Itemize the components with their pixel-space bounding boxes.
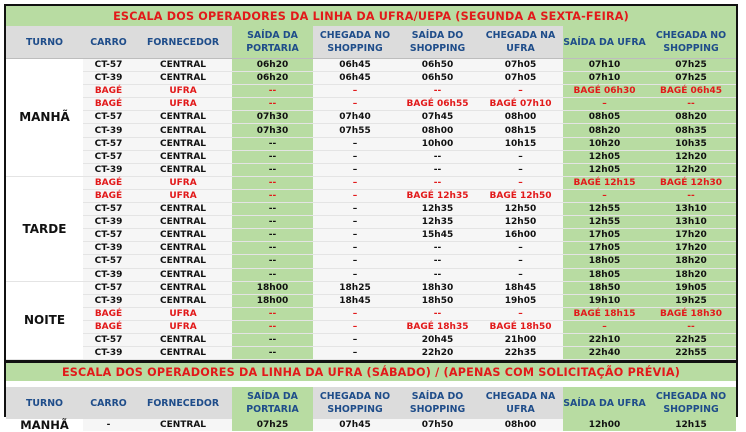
schedule-row xyxy=(6,124,736,137)
schedule-row xyxy=(6,347,736,360)
time-cell: – xyxy=(313,137,397,150)
schedule-row xyxy=(6,255,736,268)
time-cell: BAGÉ 06h55 xyxy=(397,98,478,111)
carro-cell: CT-39 xyxy=(83,124,134,137)
time-cell: BAGÉ 06h45 xyxy=(646,85,736,98)
carro-cell: BAGÉ xyxy=(83,176,134,189)
time-cell: 07h45 xyxy=(397,111,478,124)
time-cell: BAGÉ 12h30 xyxy=(646,176,736,189)
carro-cell: BAGÉ xyxy=(83,307,134,320)
fornecedor-cell: UFRA xyxy=(134,320,232,333)
time-cell: -- xyxy=(397,163,478,176)
time-cell: 12h35 xyxy=(397,203,478,216)
fornecedor-cell: CENTRAL xyxy=(134,72,232,85)
time-cell: 12h05 xyxy=(563,163,646,176)
carro-cell: CT-57 xyxy=(83,137,134,150)
time-cell: 08h20 xyxy=(563,124,646,137)
weekday-title: ESCALA DOS OPERADORES DA LINHA DA UFRA/UEPA (SEGUNDA A SEXTA-FEIRA) xyxy=(6,6,736,26)
time-cell: – xyxy=(313,320,397,333)
schedule-row xyxy=(6,320,736,333)
time-cell: 08h00 xyxy=(397,124,478,137)
time-cell: BAGÉ 12h50 xyxy=(478,189,563,202)
time-cell: 07h25 xyxy=(646,59,736,72)
time-cell: 12h20 xyxy=(646,150,736,163)
time-cell: -- xyxy=(397,176,478,189)
time-cell: BAGÉ 18h50 xyxy=(478,320,563,333)
fornecedor-cell: UFRA xyxy=(134,189,232,202)
time-cell: BAGÉ 18h30 xyxy=(646,307,736,320)
fornecedor-cell: CENTRAL xyxy=(134,203,232,216)
time-cell: – xyxy=(478,163,563,176)
time-cell: -- xyxy=(232,347,313,360)
fornecedor-cell: CENTRAL xyxy=(134,347,232,360)
time-cell: 19h10 xyxy=(563,294,646,307)
carro-cell: CT-57 xyxy=(83,255,134,268)
time-cell: 17h20 xyxy=(646,242,736,255)
header-chegada-ufra: CHEGADA NA UFRA xyxy=(478,26,563,59)
time-cell: – xyxy=(313,333,397,346)
schedule-row xyxy=(6,242,736,255)
time-cell: – xyxy=(313,307,397,320)
time-cell: -- xyxy=(232,320,313,333)
time-cell: 18h45 xyxy=(478,281,563,294)
time-cell: BAGÉ 06h30 xyxy=(563,85,646,98)
carro-cell: CT-39 xyxy=(83,347,134,360)
time-cell: 07h40 xyxy=(313,111,397,124)
time-cell: – xyxy=(313,255,397,268)
fornecedor-cell: CENTRAL xyxy=(134,150,232,163)
time-cell: -- xyxy=(232,176,313,189)
time-cell: 07h30 xyxy=(232,124,313,137)
turno-cell: NOITE xyxy=(6,281,83,360)
schedule-row xyxy=(6,294,736,307)
schedule-row xyxy=(6,307,736,320)
time-cell: 19h25 xyxy=(646,294,736,307)
saturday-title: ESCALA DOS OPERADORES DA LINHA DA UFRA (SÁBADO) / (APENAS COM SOLICITAÇÃO PRÉVIA) xyxy=(6,363,736,381)
schedule-row xyxy=(6,176,736,189)
time-cell: 15h45 xyxy=(397,229,478,242)
time-cell: 22h40 xyxy=(563,347,646,360)
time-cell: 18h45 xyxy=(313,294,397,307)
time-cell: 06h50 xyxy=(397,72,478,85)
time-cell: 10h15 xyxy=(478,137,563,150)
time-cell: – xyxy=(313,176,397,189)
time-cell: – xyxy=(313,268,397,281)
time-cell: 18h20 xyxy=(646,268,736,281)
time-cell: – xyxy=(313,189,397,202)
time-cell: 06h50 xyxy=(397,59,478,72)
time-cell: 22h35 xyxy=(478,347,563,360)
schedule-row xyxy=(6,203,736,216)
fornecedor-cell: CENTRAL xyxy=(134,124,232,137)
fornecedor-cell: CENTRAL xyxy=(134,333,232,346)
time-cell: 07h50 xyxy=(397,419,478,431)
time-cell: – xyxy=(313,229,397,242)
fornecedor-cell: CENTRAL xyxy=(134,419,232,431)
carro-cell: CT-57 xyxy=(83,59,134,72)
time-cell: 08h35 xyxy=(646,124,736,137)
time-cell: 18h25 xyxy=(313,281,397,294)
time-cell: 20h45 xyxy=(397,333,478,346)
schedule-row xyxy=(6,111,736,124)
header-chegada-shopping: CHEGADA NO SHOPPING xyxy=(313,26,397,59)
time-cell: -- xyxy=(397,255,478,268)
weekday-schedule-table xyxy=(6,6,736,360)
time-cell: 06h20 xyxy=(232,59,313,72)
schedule-row xyxy=(6,216,736,229)
time-cell: 12h55 xyxy=(563,216,646,229)
header-saida-shopping: SAÍDA DO SHOPPING xyxy=(397,387,478,419)
header-chegada-shopping: CHEGADA NO SHOPPING xyxy=(313,387,397,419)
time-cell: -- xyxy=(232,85,313,98)
time-cell: 22h10 xyxy=(563,333,646,346)
time-cell: 19h05 xyxy=(646,281,736,294)
time-cell: – xyxy=(313,85,397,98)
fornecedor-cell: CENTRAL xyxy=(134,242,232,255)
schedule-row xyxy=(6,281,736,294)
time-cell: 12h50 xyxy=(478,203,563,216)
saturday-header-row xyxy=(6,387,736,419)
time-cell: -- xyxy=(397,242,478,255)
schedule-row xyxy=(6,137,736,150)
time-cell: – xyxy=(313,347,397,360)
header-saida-ufra: SAÍDA DA UFRA xyxy=(563,387,646,419)
fornecedor-cell: CENTRAL xyxy=(134,294,232,307)
turno-cell: MANHÃ xyxy=(6,59,83,177)
carro-cell: CT-39 xyxy=(83,294,134,307)
time-cell: – xyxy=(478,242,563,255)
time-cell: – xyxy=(478,255,563,268)
time-cell: – xyxy=(313,150,397,163)
header-carro: CARRO xyxy=(83,387,134,419)
time-cell: 07h10 xyxy=(563,59,646,72)
saturday-schedule-table xyxy=(6,360,736,431)
schedule-row xyxy=(6,98,736,111)
time-cell: – xyxy=(478,150,563,163)
carro-cell: CT-57 xyxy=(83,281,134,294)
time-cell: 12h50 xyxy=(478,216,563,229)
time-cell: 06h45 xyxy=(313,72,397,85)
fornecedor-cell: UFRA xyxy=(134,176,232,189)
header-saida-portaria: SAÍDA DA PORTARIA xyxy=(232,387,313,419)
time-cell: -- xyxy=(232,268,313,281)
header-turno: TURNO xyxy=(6,387,83,419)
time-cell: 22h55 xyxy=(646,347,736,360)
time-cell: 13h10 xyxy=(646,203,736,216)
time-cell: 07h05 xyxy=(478,59,563,72)
time-cell: 19h05 xyxy=(478,294,563,307)
header-fornecedor: FORNECEDOR xyxy=(134,387,232,419)
header-carro: CARRO xyxy=(83,26,134,59)
fornecedor-cell: CENTRAL xyxy=(134,229,232,242)
schedule-row xyxy=(6,163,736,176)
time-cell: 08h00 xyxy=(478,111,563,124)
carro-cell: CT-57 xyxy=(83,333,134,346)
schedule-row xyxy=(6,150,736,163)
carro-cell: BAGÉ xyxy=(83,98,134,111)
time-cell: BAGÉ 12h35 xyxy=(397,189,478,202)
time-cell: 18h00 xyxy=(232,294,313,307)
time-cell: -- xyxy=(232,255,313,268)
time-cell: 10h00 xyxy=(397,137,478,150)
time-cell: – xyxy=(313,98,397,111)
time-cell: -- xyxy=(232,333,313,346)
schedule-row xyxy=(6,268,736,281)
time-cell: -- xyxy=(397,307,478,320)
time-cell: -- xyxy=(646,320,736,333)
time-cell: BAGÉ 12h15 xyxy=(563,176,646,189)
fornecedor-cell: CENTRAL xyxy=(134,111,232,124)
time-cell: 18h05 xyxy=(563,255,646,268)
time-cell: – xyxy=(313,216,397,229)
carro-cell: CT-57 xyxy=(83,150,134,163)
time-cell: 16h00 xyxy=(478,229,563,242)
fornecedor-cell: CENTRAL xyxy=(134,268,232,281)
carro-cell: CT-39 xyxy=(83,216,134,229)
time-cell: -- xyxy=(397,268,478,281)
time-cell: 21h00 xyxy=(478,333,563,346)
time-cell: 18h50 xyxy=(563,281,646,294)
time-cell: 07h45 xyxy=(313,419,397,431)
time-cell: -- xyxy=(397,150,478,163)
time-cell: 12h00 xyxy=(563,419,646,431)
schedule-frame xyxy=(4,4,738,432)
time-cell: -- xyxy=(232,98,313,111)
time-cell: 08h00 xyxy=(478,419,563,431)
time-cell: -- xyxy=(232,203,313,216)
time-cell: 22h20 xyxy=(397,347,478,360)
header-fornecedor: FORNECEDOR xyxy=(134,26,232,59)
schedule-row xyxy=(6,333,736,346)
time-cell: BAGÉ 07h10 xyxy=(478,98,563,111)
header-chegada-shopping-2: CHEGADA NO SHOPPING xyxy=(646,26,736,59)
time-cell: 06h20 xyxy=(232,72,313,85)
time-cell: 07h55 xyxy=(313,124,397,137)
carro-cell: BAGÉ xyxy=(83,85,134,98)
time-cell: 07h25 xyxy=(646,72,736,85)
time-cell: – xyxy=(478,85,563,98)
time-cell: -- xyxy=(232,137,313,150)
carro-cell: CT-39 xyxy=(83,72,134,85)
time-cell: – xyxy=(313,242,397,255)
saturday-row xyxy=(6,419,736,431)
fornecedor-cell: CENTRAL xyxy=(134,137,232,150)
time-cell: 10h35 xyxy=(646,137,736,150)
time-cell: -- xyxy=(646,98,736,111)
time-cell: – xyxy=(563,320,646,333)
header-turno: TURNO xyxy=(6,26,83,59)
fornecedor-cell: CENTRAL xyxy=(134,59,232,72)
turno-cell: TARDE xyxy=(6,176,83,281)
time-cell: 22h25 xyxy=(646,333,736,346)
time-cell: BAGÉ 18h35 xyxy=(397,320,478,333)
time-cell: -- xyxy=(646,189,736,202)
carro-cell: CT-57 xyxy=(83,111,134,124)
fornecedor-cell: UFRA xyxy=(134,98,232,111)
time-cell: -- xyxy=(397,85,478,98)
schedule-row xyxy=(6,59,736,72)
time-cell: BAGÉ 18h15 xyxy=(563,307,646,320)
turno-cell: MANHÃ xyxy=(6,419,83,431)
time-cell: 12h20 xyxy=(646,163,736,176)
time-cell: 17h05 xyxy=(563,242,646,255)
time-cell: 18h30 xyxy=(397,281,478,294)
header-saida-shopping: SAÍDA DO SHOPPING xyxy=(397,26,478,59)
fornecedor-cell: UFRA xyxy=(134,307,232,320)
time-cell: 12h35 xyxy=(397,216,478,229)
time-cell: 07h30 xyxy=(232,111,313,124)
time-cell: -- xyxy=(232,307,313,320)
fornecedor-cell: UFRA xyxy=(134,85,232,98)
time-cell: 17h20 xyxy=(646,229,736,242)
time-cell: 07h05 xyxy=(478,72,563,85)
carro-cell: - xyxy=(83,419,134,431)
time-cell: -- xyxy=(232,229,313,242)
carro-cell: BAGÉ xyxy=(83,189,134,202)
time-cell: 18h20 xyxy=(646,255,736,268)
time-cell: – xyxy=(313,163,397,176)
header-chegada-shopping-2: CHEGADA NO SHOPPING xyxy=(646,387,736,419)
header-saida-ufra: SAÍDA DA UFRA xyxy=(563,26,646,59)
time-cell: – xyxy=(478,268,563,281)
schedule-row xyxy=(6,85,736,98)
time-cell: -- xyxy=(232,150,313,163)
time-cell: -- xyxy=(232,189,313,202)
carro-cell: CT-39 xyxy=(83,268,134,281)
time-cell: 07h25 xyxy=(232,419,313,431)
header-saida-portaria: SAÍDA DA PORTARIA xyxy=(232,26,313,59)
time-cell: 18h00 xyxy=(232,281,313,294)
carro-cell: BAGÉ xyxy=(83,320,134,333)
time-cell: 18h05 xyxy=(563,268,646,281)
time-cell: -- xyxy=(232,163,313,176)
time-cell: 12h15 xyxy=(646,419,736,431)
time-cell: 06h45 xyxy=(313,59,397,72)
carro-cell: CT-57 xyxy=(83,229,134,242)
fornecedor-cell: CENTRAL xyxy=(134,281,232,294)
carro-cell: CT-39 xyxy=(83,163,134,176)
carro-cell: CT-39 xyxy=(83,242,134,255)
fornecedor-cell: CENTRAL xyxy=(134,216,232,229)
time-cell: – xyxy=(563,98,646,111)
time-cell: – xyxy=(313,203,397,216)
time-cell: 13h10 xyxy=(646,216,736,229)
header-chegada-ufra: CHEGADA NA UFRA xyxy=(478,387,563,419)
time-cell: -- xyxy=(232,216,313,229)
time-cell: – xyxy=(478,307,563,320)
time-cell: 08h05 xyxy=(563,111,646,124)
time-cell: 08h20 xyxy=(646,111,736,124)
weekday-header-row xyxy=(6,26,736,59)
carro-cell: CT-57 xyxy=(83,203,134,216)
time-cell: 18h50 xyxy=(397,294,478,307)
schedule-row xyxy=(6,229,736,242)
fornecedor-cell: CENTRAL xyxy=(134,255,232,268)
time-cell: 10h20 xyxy=(563,137,646,150)
time-cell: 07h10 xyxy=(563,72,646,85)
schedule-row xyxy=(6,189,736,202)
time-cell: -- xyxy=(232,242,313,255)
time-cell: 12h05 xyxy=(563,150,646,163)
time-cell: 08h15 xyxy=(478,124,563,137)
time-cell: 17h05 xyxy=(563,229,646,242)
time-cell: 12h55 xyxy=(563,203,646,216)
schedule-row xyxy=(6,72,736,85)
time-cell: – xyxy=(563,189,646,202)
time-cell: – xyxy=(478,176,563,189)
fornecedor-cell: CENTRAL xyxy=(134,163,232,176)
